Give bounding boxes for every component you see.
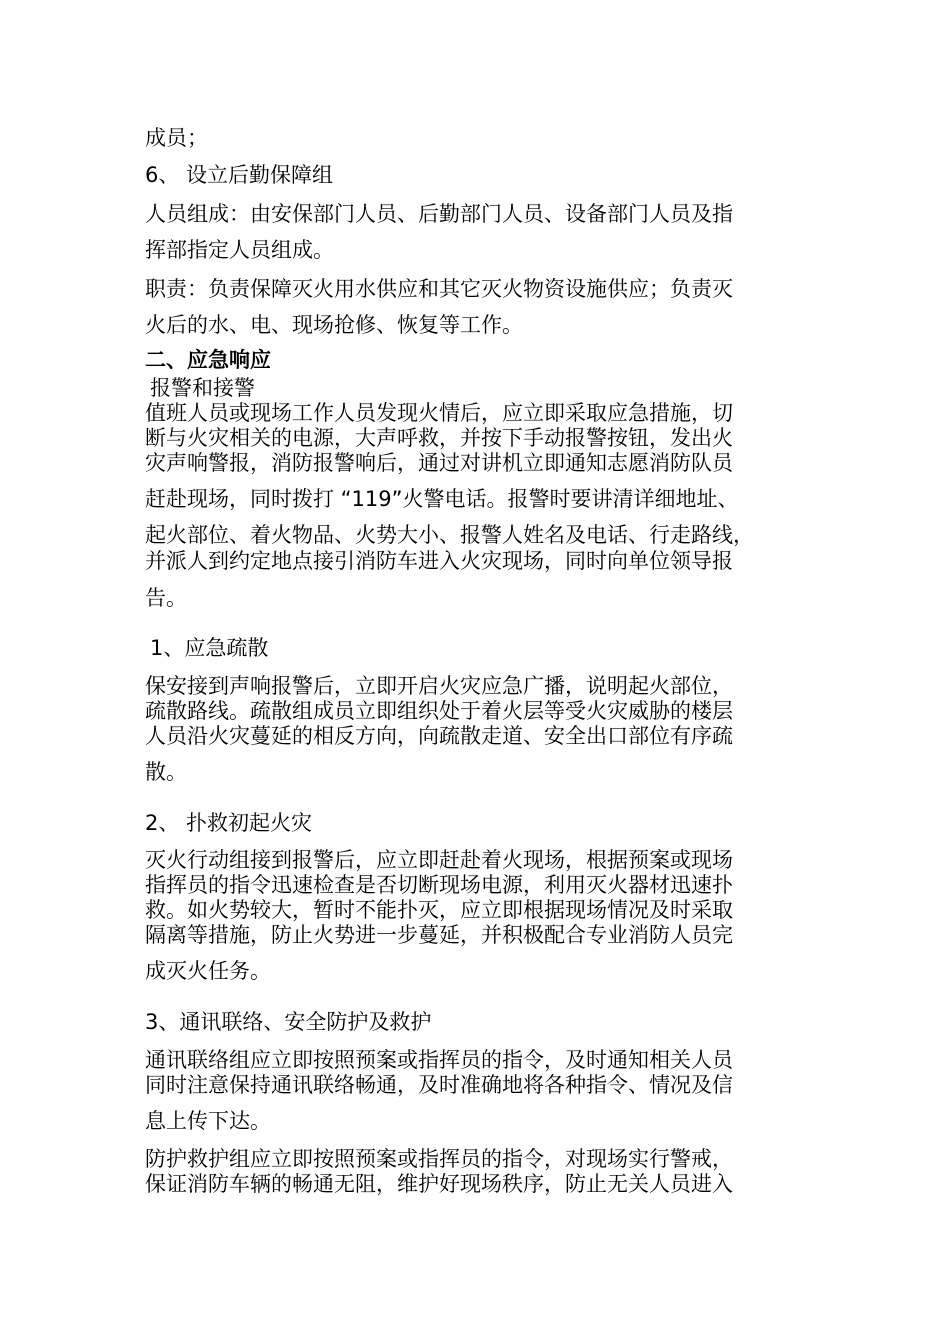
subheading-evacuation: 1、应急疏散 <box>150 636 269 660</box>
text-line: 疏散路线。疏散组成员立即组织处于着火层等受火灾威胁的楼层 <box>145 699 733 723</box>
text-line: 职责：负责保障灭火用水供应和其它灭火物资设施供应；负责灭 <box>145 277 733 301</box>
text-line: 挥部指定人员组成。 <box>145 238 334 262</box>
text-line: 赶赴现场，同时拨打 “119”火警电话。报警时要讲清详细地址、 <box>145 487 739 511</box>
text-line: 灾声响警报，消防报警响后，通过对讲机立即通知志愿消防队员 <box>145 451 733 475</box>
text-line: 隔离等措施，防止火势进一步蔓延，并积极配合专业消防人员完 <box>145 923 733 947</box>
text-line: 同时注意保持通讯联络畅通，及时准确地将各种指令、情况及信 <box>145 1073 733 1097</box>
section-heading-emergency-response: 二、应急响应 <box>145 348 271 372</box>
subheading-communication: 3、通讯联络、安全防护及救护 <box>145 1010 432 1034</box>
text-line: 散。 <box>145 760 187 784</box>
text-line: 通讯联络组应立即按照预案或指挥员的指令，及时通知相关人员 <box>145 1048 733 1072</box>
text-line: 起火部位、着火物品、火势大小、报警人姓名及电话、行走路线， <box>145 523 754 547</box>
text-line: 成灭火任务。 <box>145 959 271 983</box>
text-line: 值班人员或现场工作人员发现火情后，应立即采取应急措施，切 <box>145 401 733 425</box>
subheading-alarm: 报警和接警 <box>150 376 255 400</box>
text-line: 保证消防车辆的畅通无阻，维护好现场秩序，防止无关人员进入 <box>145 1172 733 1196</box>
text-line: 并派人到约定地点接引消防车进入火灾现场，同时向单位领导报 <box>145 549 733 573</box>
text-line: 告。 <box>145 586 187 610</box>
text-line: 救。如火势较大，暂时不能扑灭，应立即根据现场情况及时采取 <box>145 898 733 922</box>
text-line: 火后的水、电、现场抢修、恢复等工作。 <box>145 313 523 337</box>
text-line: 断与火灾相关的电源，大声呼救，并按下手动报警按钮，发出火 <box>145 426 733 450</box>
text-line: 灭火行动组接到报警后，应立即赶赴着火现场，根据预案或现场 <box>145 848 733 872</box>
text-line: 防护救护组应立即按照预案或指挥员的指令，对现场实行警戒， <box>145 1147 733 1171</box>
text-line: 人员沿火灾蔓延的相反方向，向疏散走道、安全出口部位有序疏 <box>145 724 733 748</box>
text-line: 成员； <box>145 126 208 150</box>
text-line: 指挥员的指令迅速检查是否切断现场电源，利用灭火器材迅速扑 <box>145 873 733 897</box>
subheading-initial-firefighting: 2、 扑救初起火灾 <box>145 811 313 835</box>
section-heading-6: 6、 设立后勤保障组 <box>145 163 334 187</box>
text-line: 人员组成：由安保部门人员、后勤部门人员、设备部门人员及指 <box>145 202 733 226</box>
text-line: 息上传下达。 <box>145 1109 271 1133</box>
text-line: 保安接到声响报警后，立即开启火灾应急广播，说明起火部位， <box>145 674 733 698</box>
